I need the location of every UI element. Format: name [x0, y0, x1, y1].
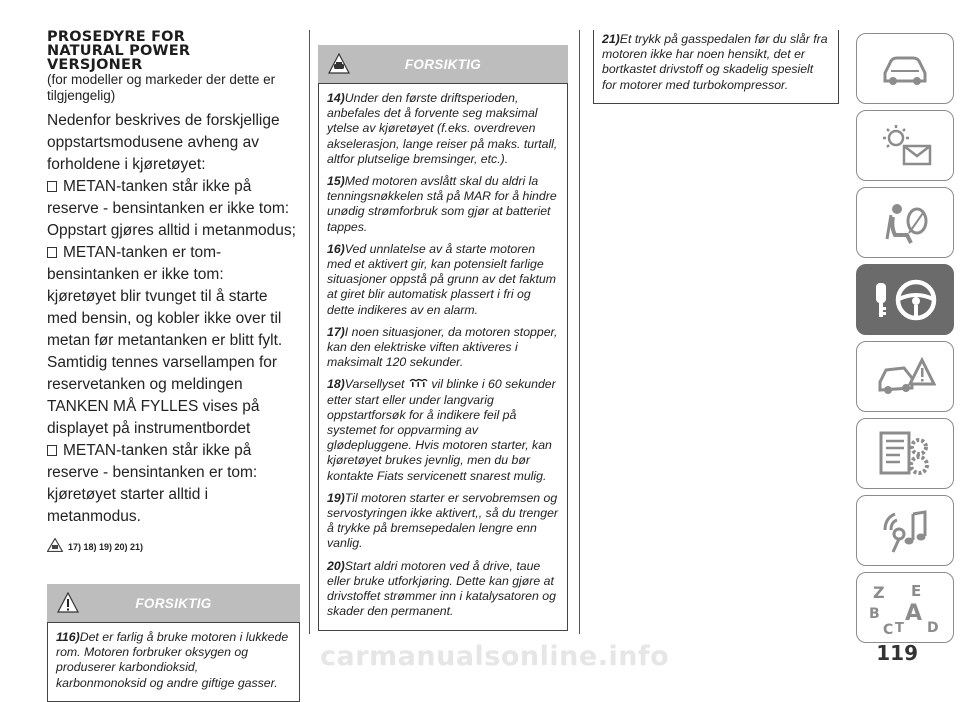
tab-starting-driving[interactable]: [856, 264, 954, 335]
note-number: 116): [56, 630, 80, 644]
warning-note: [327, 559, 559, 620]
key-steering-wheel-icon: [870, 275, 940, 325]
tab-emergency[interactable]: [856, 341, 954, 412]
warning-title: FORSIKTIG: [135, 595, 212, 611]
chapter-tabs: [856, 33, 954, 649]
warning-header: [47, 584, 300, 622]
list-item-heading: METAN-tanken er tom- bensintanken er ikke tom:: [47, 244, 224, 283]
section-title: [47, 30, 300, 72]
index-letter: E: [911, 581, 922, 600]
warning-note: [327, 377, 559, 483]
note-text: Et trykk på gasspedalen før du slår fra motoren ikke har noen hensikt, det er bortkastet drivstoff og skadelig spesielt for motorer med turbokompressor.: [602, 32, 828, 92]
warning-car-triangle-icon: [328, 53, 350, 74]
warning-block-1: [47, 584, 300, 702]
emergency-breakdown-icon: [874, 354, 936, 400]
warning-triangle-icon: [57, 592, 79, 613]
reference-numbers: 17) 18) 19) 20) 21): [68, 542, 144, 552]
note-number: 15): [327, 174, 345, 189]
watermark: carmanualsonline.info: [320, 641, 670, 672]
note-number: 21): [602, 32, 620, 46]
note-number: 14): [327, 91, 345, 105]
column-left: [47, 30, 300, 702]
list-item: [47, 440, 300, 484]
list-item-heading: METAN-tanken står ikke på reserve - bensintanken er tom:: [47, 442, 258, 481]
note-text: Start aldri motoren ved å drive, taue eller bruke utforkjøring. Dette kan gjøre at drivstoffet strømmer inn i katalysatoren og skader den permanent.: [327, 558, 556, 619]
note-number: 17): [327, 324, 345, 339]
warning-header: [318, 45, 568, 83]
warning-note: [327, 491, 559, 552]
title-line-1: PROSEDYRE FOR: [47, 29, 186, 45]
warning-note: [327, 242, 559, 318]
tab-warning-lights[interactable]: [856, 110, 954, 181]
note-text: Under den første driftsperioden, anbefales det å forvente seg maksimal ytelse av kjøretøyet (f.eks. overdreven akselerasjon, lange reiser på maks. turtall, altfor plutselige bremsinger, etc.).: [327, 91, 558, 166]
index-letter: B: [869, 605, 880, 622]
list-item: [47, 176, 300, 220]
warning-title: FORSIKTIG: [404, 56, 482, 72]
note-text: Ved unnlatelse av å starte motoren med et aktivert gir, kan potensielt farlige situasjoner oppstå på grunn av det faktum at giret blir automatisk plassert i fri og dette indikeres av en alarm.: [327, 241, 556, 317]
safety-seat-airbag-icon: [877, 199, 933, 247]
column-divider: [579, 30, 580, 634]
list-item-text: Oppstart gjøres alltid i metanmodus;: [47, 222, 296, 239]
intro-paragraph: Nedenfor beskrives de forskjellige oppstartsmodusene avheng av forholdene i kjøretøyet:: [47, 112, 280, 173]
tab-multimedia[interactable]: [856, 495, 954, 566]
glow-plug-icon: [408, 378, 428, 388]
checkbox-bullet-icon: [47, 181, 57, 192]
list-item: [47, 242, 300, 286]
warning-note: [327, 325, 559, 371]
title-line-3: VERSJONER: [47, 57, 143, 73]
warning-note: [327, 91, 559, 167]
list-item-text: kjøretøyet blir tvunget til å starte med bensin, og kobler ikke over til metan før metantanken er blitt fylt. Samtidig tennes varsellampen for reservetanken og meldingen TANKEN MÅ FYLLES vises på displayet på instrumentbordet: [47, 288, 283, 437]
checkbox-bullet-icon: [47, 445, 57, 456]
checkbox-bullet-icon: [47, 247, 57, 258]
warning-lights-icon: [874, 122, 936, 170]
note-text: vil blinke i 60 sekunder etter start eller under langvarig oppstartforsøk for å indikere feil på systemet for oppvarming av glødepluggene. Hvis motoren starter, kan kjøretøyet brukes jevnlig, men du bør kontakte Fiats servicenett snarest mulig.: [327, 377, 556, 483]
multimedia-icon: [877, 506, 933, 556]
tab-safety[interactable]: [856, 187, 954, 258]
index-letter: T: [895, 620, 904, 636]
tab-maintenance[interactable]: [856, 418, 954, 489]
section-subtitle: (for modeller og markeder der dette er tilgjengelig): [47, 72, 276, 103]
note-text: Det er farlig å bruke motoren i lukkede rom. Motoren forbruker oksygen og produserer karbondioksid, karbonmonoksid og andre giftige gasser.: [56, 630, 289, 690]
column-right: [593, 30, 839, 104]
list-item-text: kjøretøyet starter alltid i metanmodus.: [47, 486, 209, 525]
index-letter: C: [883, 621, 894, 638]
note-number: 16): [327, 241, 345, 256]
warning-continuation: [593, 30, 839, 104]
warning-triangle-icon: [47, 538, 63, 552]
index-letter: A: [905, 600, 923, 626]
page-number: 119: [876, 641, 918, 665]
warning-block-2: [318, 45, 568, 631]
note-text: Med motoren avslått skal du aldri la tenningsnøkkelen stå på MAR for å hindre unødig strømforbruk som gjør at batteriet tappes.: [327, 174, 557, 234]
warning-note: [327, 174, 559, 235]
title-line-2: NATURAL POWER: [47, 43, 191, 59]
note-text: I noen situasjoner, da motoren stopper, kan den elektriske viften aktiveres i maksimalt 120 sekunder.: [327, 324, 558, 370]
warning-body: [47, 622, 300, 702]
note-number: 19): [327, 490, 345, 505]
column-divider: [309, 30, 310, 634]
note-number: 18): [327, 377, 345, 392]
index-letter: Z: [873, 582, 885, 602]
warning-note: [56, 630, 291, 691]
tab-index[interactable]: [856, 572, 954, 643]
note-number: 20): [327, 558, 345, 573]
column-middle: [318, 30, 568, 631]
list-item-heading: METAN-tanken står ikke på reserve - bensintanken er ikke tom:: [47, 178, 290, 217]
car-info-icon: [877, 49, 933, 89]
note-references: [47, 538, 300, 552]
maintenance-gear-icon: [875, 429, 935, 479]
index-alphabet-icon: [865, 578, 945, 638]
note-text: Til motoren starter er servobremsen og servostyringen ikke aktivert,, så du trenger å trykke på bremsepedalen lengre enn vanlig.: [327, 490, 559, 551]
tab-vehicle-knowledge[interactable]: [856, 33, 954, 104]
warning-note: [602, 32, 830, 93]
note-text: Varsellyset: [344, 377, 405, 392]
warning-body: [318, 83, 568, 631]
index-letter: D: [927, 619, 939, 636]
